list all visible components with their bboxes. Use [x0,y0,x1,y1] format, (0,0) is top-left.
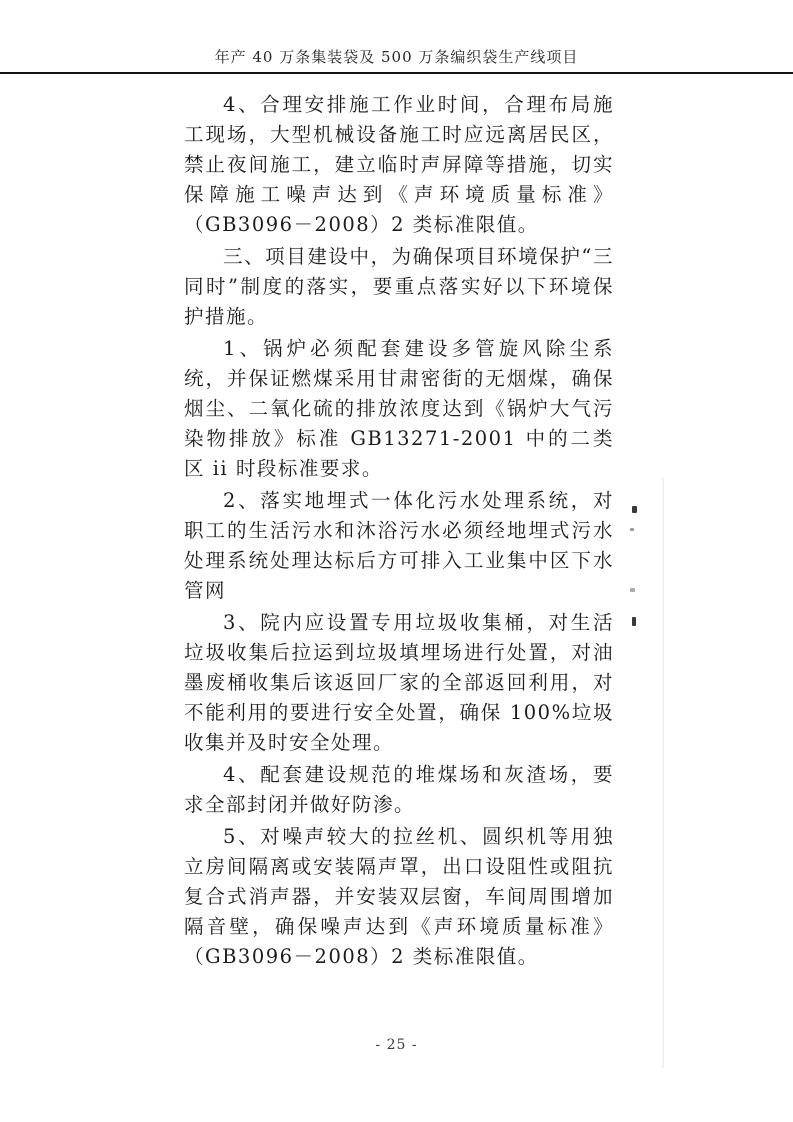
document-body [184,90,614,974]
paragraph-construction-noise: 4、合理安排施工作业时间，合理布局施工现场，大型机械设备施工时应远离居民区，禁止夜间施工，建立临时声屏障等措施，切实保障施工噪声达到《声环境质量标准》（GB3096－2008）2 类标准限值。 [184,93,614,236]
paragraph-coal-ash-yard: 4、配套建设规范的堆煤场和灰渣场，要求全部封闭并做好防渗。 [184,763,614,816]
paragraph-three-simultaneous-intro: 三、项目建设中，为确保项目环境保护“三同时”制度的落实，要重点落实好以下环境保护措施。 [184,245,614,328]
scan-speck [630,528,634,531]
scan-speck [630,588,635,592]
paragraph-noise-insulation: 5、对噪声较大的拉丝机、圆织机等用独立房间隔离或安装隔声罩，出口设阻性或阻抗复合式消声器，并安装双层窗，车间周围增加隔音壁，确保噪声达到《声环境质量标准》（GB3096－2008）2 类标准限值。 [184,825,614,968]
header-divider-rule [0,72,793,74]
page-number: - 25 - [375,1037,418,1053]
page-header-title: 年产 40 万条集装袋及 500 万条编织袋生产线项目 [214,48,579,66]
paragraph-boiler-dust-removal: 1、锅炉必须配套建设多管旋风除尘系统，并保证燃煤采用甘肃密街的无烟煤，确保烟尘、二氧化硫的排放浓度达到《锅炉大气污染物排放》标准 GB13271-2001 中的二类区 ii 时段标准要求。 [184,337,614,480]
paragraph-garbage-collection: 3、院内应设置专用垃圾收集桶，对生活垃圾收集后拉运到垃圾填埋场进行处置，对油墨废桶收集后该返回厂家的全部返回利用，对不能利用的要进行安全处置，确保 100%垃圾收集并及时安全处理。 [184,611,614,754]
scan-speck [632,506,637,513]
paragraph-sewage-treatment: 2、落实地埋式一体化污水处理系统，对职工的生活污水和沐浴污水必须经地埋式污水处理系统处理达标后方可排入工业集中区下水管网 [184,489,614,602]
scan-speck [632,617,636,626]
scan-fold-line [662,478,664,1068]
